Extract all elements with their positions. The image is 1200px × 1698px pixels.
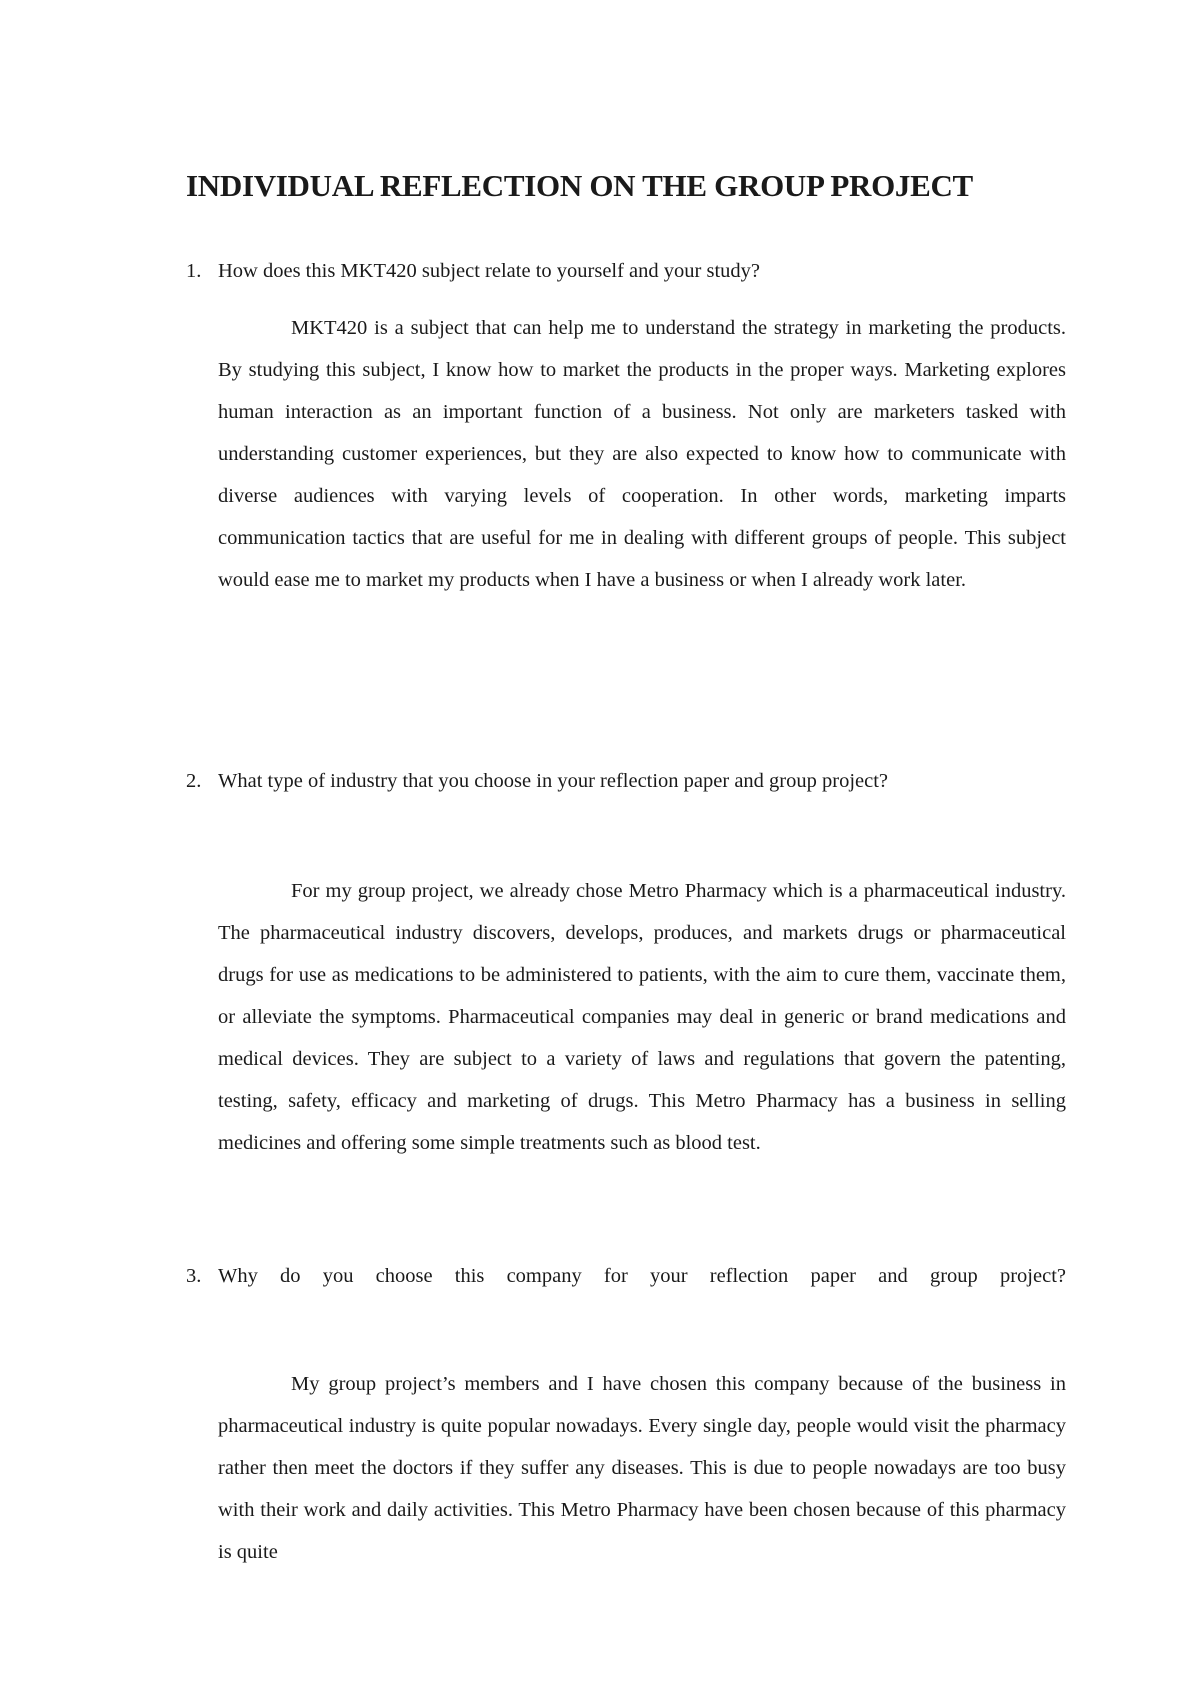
- question-3: [186, 1265, 1066, 1288]
- question-text: Why do you choose this company for your reflection paper and group project?: [218, 1265, 1066, 1287]
- question-2: [186, 770, 1066, 793]
- question-text: What type of industry that you choose in your reflection paper and group project?: [218, 770, 889, 792]
- question-text: How does this MKT420 subject relate to yourself and your study?: [218, 260, 761, 282]
- answer-2: For my group project, we already chose Metro Pharmacy which is a pharmaceutical industry. The pharmaceutical industry discovers, develops, produces, and markets drugs or pharmaceutical drugs for use as medications to be administered to patients, with the aim to cure them, vaccinate them, or alleviate the symptoms. Pharmaceutical companies may deal in generic or brand medications and medical devices. They are subject to a variety of laws and regulations that govern the patenting, testing, safety, efficacy and marketing of drugs. This Metro Pharmacy has a business in selling medicines and offering some simple treatments such as blood test.: [218, 880, 1066, 1154]
- answer-3: My group project’s members and I have chosen this company because of the business in pharmaceutical industry is quite popular nowadays. Every single day, people would visit the pharmacy rather then meet the doctors if they suffer any diseases. This is due to people nowadays are too busy with their work and daily activities. This Metro Pharmacy have been chosen because of this pharmacy is quite: [218, 1373, 1066, 1563]
- document-title: INDIVIDUAL REFLECTION ON THE GROUP PROJECT: [186, 168, 973, 203]
- question-number: 2.: [186, 770, 202, 792]
- question-1: [186, 260, 1066, 283]
- question-number: 3.: [186, 1265, 202, 1287]
- question-number: 1.: [186, 260, 202, 282]
- answer-1: MKT420 is a subject that can help me to understand the strategy in marketing the products. By studying this subject, I know how to market the products in the proper ways. Marketing explores human interaction as an important function of a business. Not only are marketers tasked with understanding customer experiences, but they are also expected to know how to communicate with diverse audiences with varying levels of cooperation. In other words, marketing imparts communication tactics that are useful for me in dealing with different groups of people. This subject would ease me to market my products when I have a business or when I already work later.: [218, 317, 1066, 591]
